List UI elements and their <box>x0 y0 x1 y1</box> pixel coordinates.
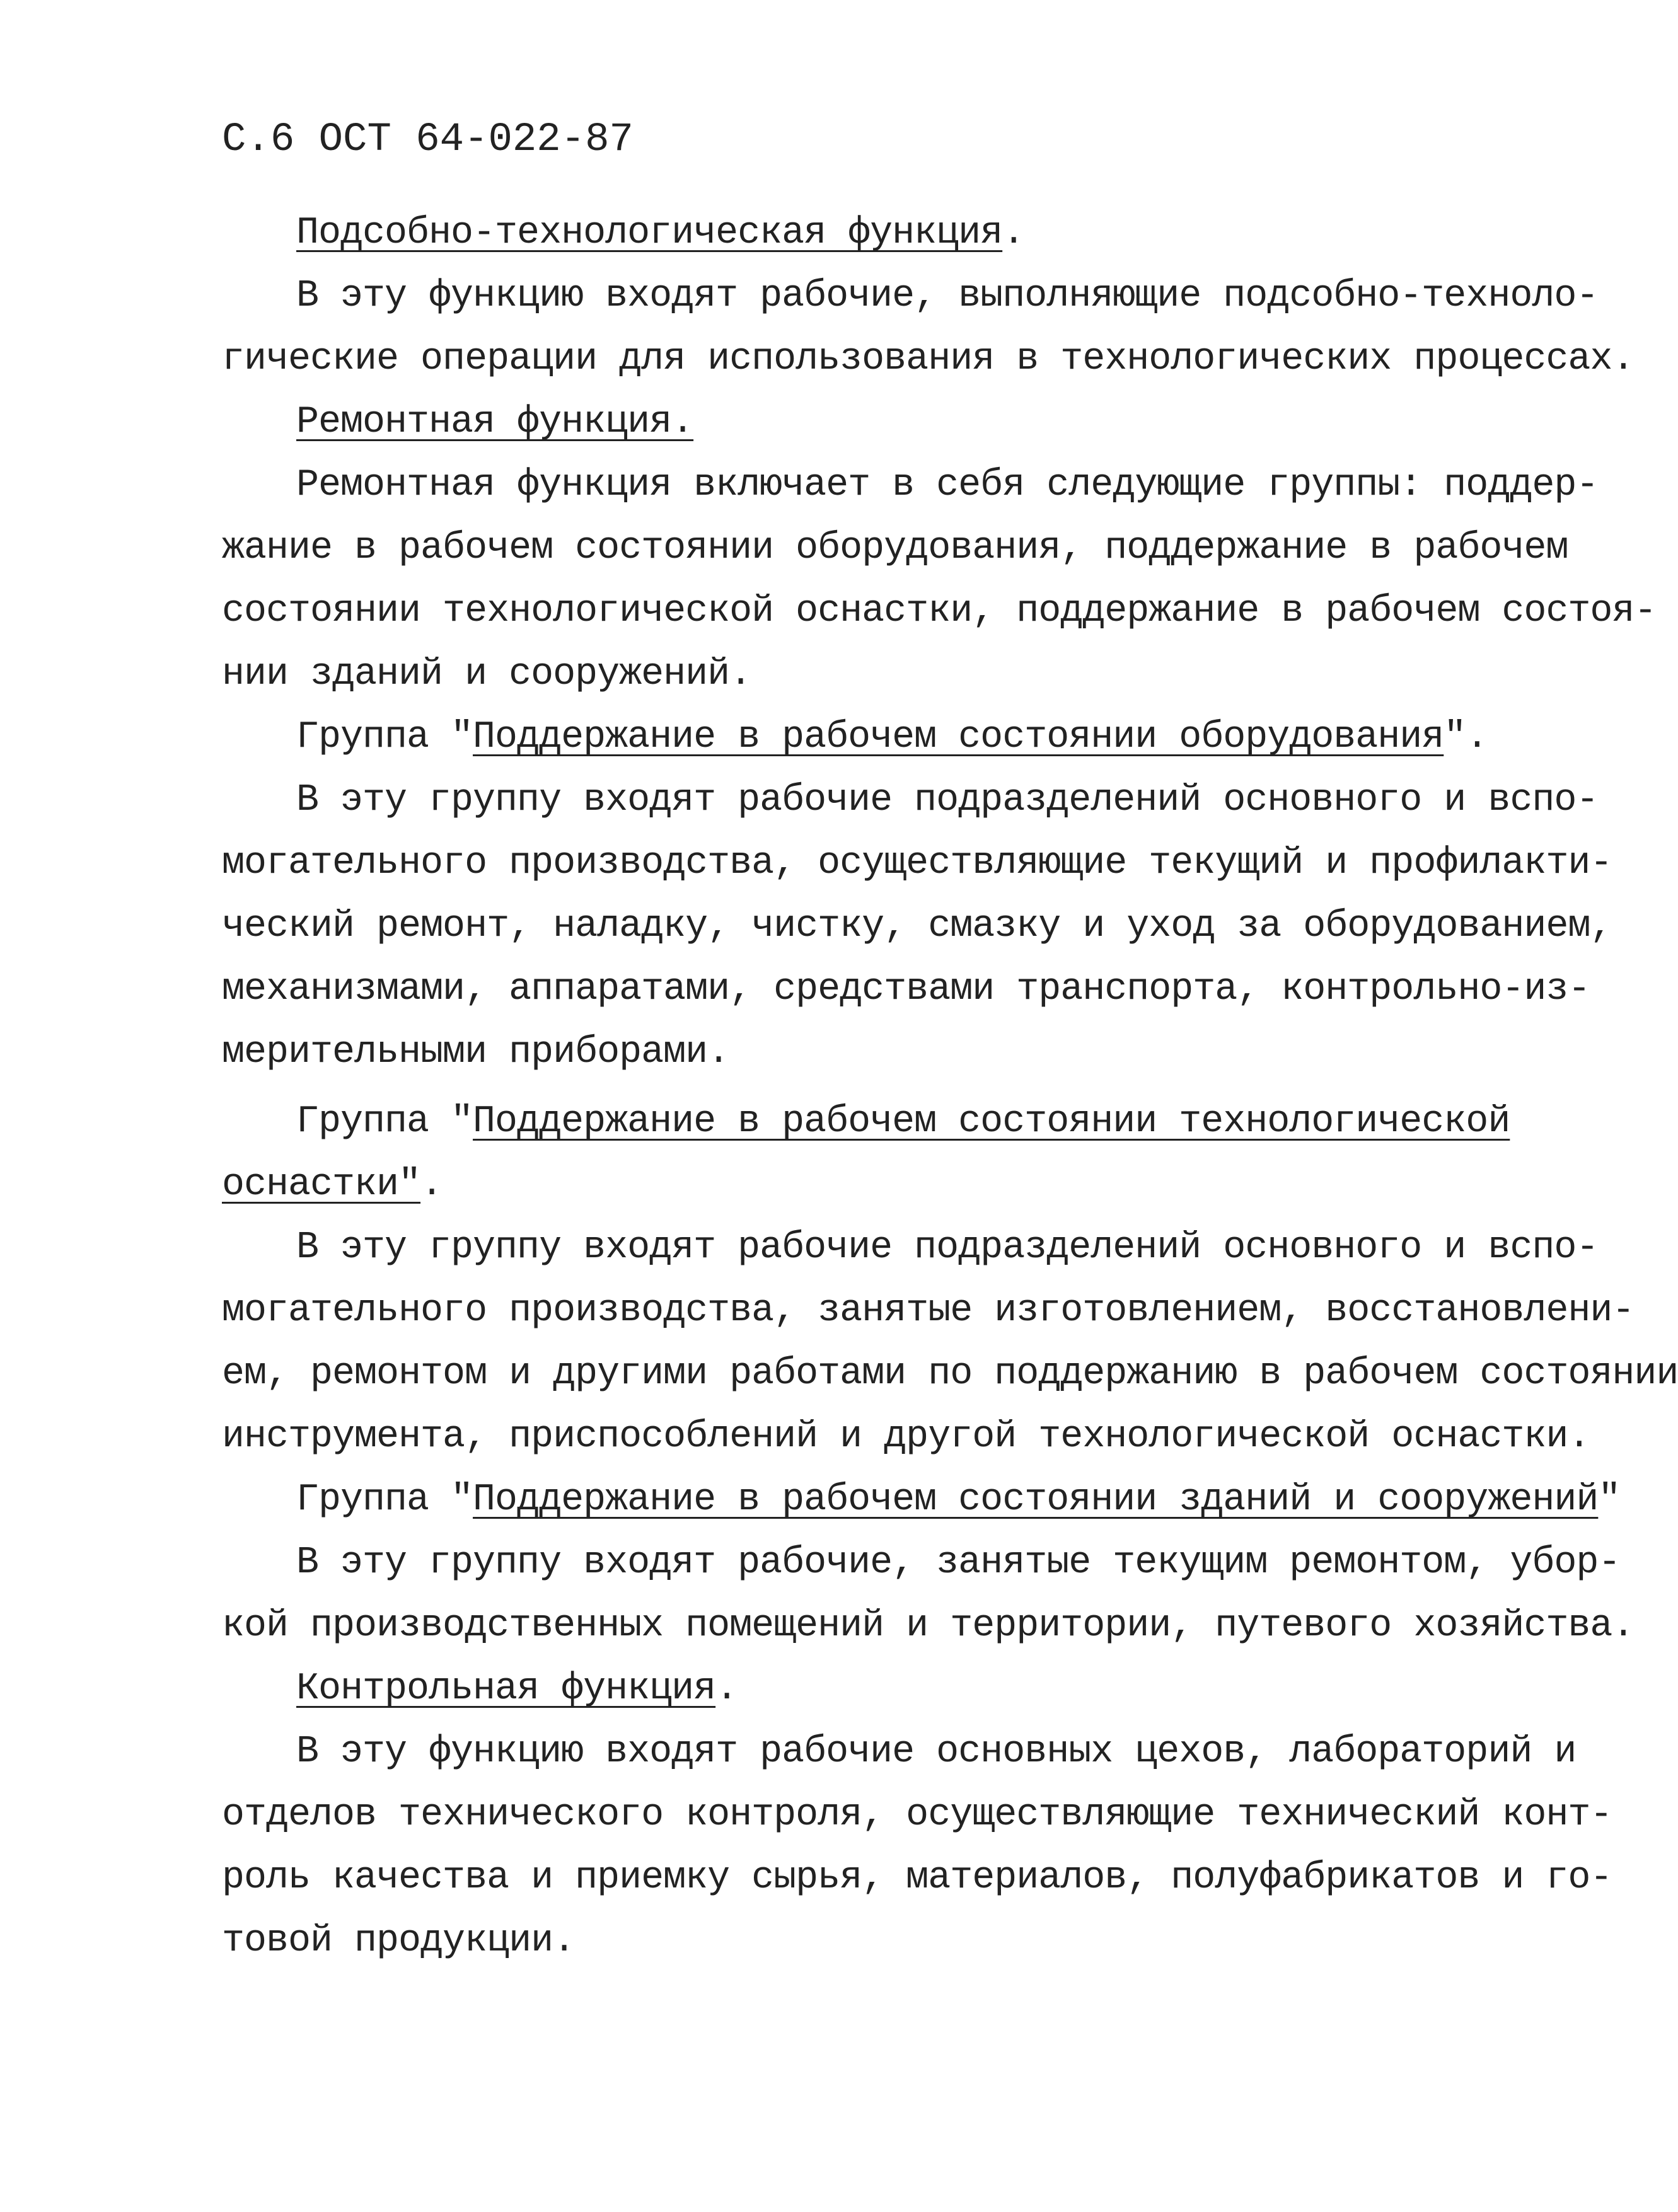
paragraph-line <box>222 1031 730 1074</box>
text-run: В эту группу входят рабочие подразделений основного и вспо- <box>296 779 1599 822</box>
text-run: отделов технического контроля, осуществляющие технический конт- <box>222 1794 1612 1836</box>
text-run: ". <box>1444 716 1488 759</box>
text-run: ческий ремонт, наладку, чистку, смазку и уход за оборудованием, <box>222 905 1612 948</box>
text-run: роль качества и приемку сырья, материалов, полуфабрикатов и го- <box>222 1857 1612 1899</box>
section-heading-line <box>296 716 1488 759</box>
paragraph-line <box>222 590 1657 633</box>
paragraph-line <box>296 779 1599 822</box>
section-heading-line <box>296 401 694 444</box>
paragraph-line <box>222 653 752 696</box>
text-run: гические операции для использования в технологических процессах. <box>222 338 1635 381</box>
underlined-text: Ремонтная функция. <box>296 401 694 444</box>
paragraph-line <box>296 464 1599 507</box>
section-heading-line <box>296 1670 738 1708</box>
text-run: В эту группу входят рабочие подразделений основного и вспо- <box>296 1226 1599 1269</box>
paragraph-line <box>222 1352 1678 1395</box>
section-heading-line <box>296 1100 1510 1143</box>
paragraph-line <box>296 1733 1576 1771</box>
section-heading-line <box>296 1478 1621 1521</box>
text-run: инструмента, приспособлений и другой технологической оснастки. <box>222 1415 1590 1458</box>
paragraph-line <box>222 1859 1612 1897</box>
text-run: механизмами, аппаратами, средствами транспорта, контрольно-из- <box>222 968 1590 1011</box>
underlined-text: Подсобно-технологическая функция <box>296 212 1003 255</box>
paragraph-line <box>222 1922 575 1960</box>
paragraph-line <box>222 1289 1635 1332</box>
text-run: ем, ремонтом и другими работами по поддержанию в рабочем состоянии <box>222 1352 1678 1395</box>
text-run: . <box>420 1163 443 1206</box>
paragraph-line <box>296 275 1599 318</box>
text-run: могательного производства, занятые изготовлением, восстановлени- <box>222 1289 1635 1332</box>
text-run: мерительными приборами. <box>222 1031 730 1074</box>
text-run: Группа " <box>296 1100 473 1143</box>
text-run: . <box>1002 212 1025 255</box>
section-heading-line <box>222 1163 443 1206</box>
paragraph-line <box>222 905 1612 948</box>
underlined-text: Поддержание в рабочем состоянии технологической <box>473 1100 1510 1143</box>
paragraph-line <box>222 338 1635 381</box>
text-run: могательного производства, осуществляющие текущий и профилакти- <box>222 842 1612 885</box>
text-run: В эту функцию входят рабочие, выполняющие подсобно-техноло- <box>296 275 1599 318</box>
underlined-text: Поддержание в рабочем состоянии оборудования <box>473 716 1444 759</box>
page-header: С.6 ОСТ 64-022-87 <box>222 117 634 163</box>
paragraph-line <box>222 842 1612 885</box>
text-run: . <box>715 1668 738 1710</box>
underlined-text: оснастки" <box>222 1163 421 1206</box>
text-run: жание в рабочем состоянии оборудования, поддержание в рабочем <box>222 527 1568 570</box>
text-run: Ремонтная функция включает в себя следующие группы: поддер- <box>296 464 1599 507</box>
text-run: кой производственных помещений и территории, путевого хозяйства. <box>222 1604 1635 1647</box>
paragraph-line <box>222 1415 1590 1458</box>
text-run: товой продукции. <box>222 1920 576 1962</box>
text-run: В эту функцию входят рабочие основных цехов, лабораторий и <box>296 1731 1577 1773</box>
text-run: Группа " <box>296 1478 473 1521</box>
paragraph-line <box>222 1604 1635 1647</box>
paragraph-line <box>296 1541 1621 1584</box>
paragraph-line <box>296 1226 1599 1269</box>
text-run: " <box>1598 1478 1621 1521</box>
underlined-text: Поддержание в рабочем состоянии зданий и сооружений <box>473 1478 1599 1521</box>
text-run: состоянии технологической оснастки, поддержание в рабочем состоя- <box>222 590 1657 633</box>
text-run: нии зданий и сооружений. <box>222 653 752 696</box>
paragraph-line <box>222 1796 1612 1834</box>
text-run: Группа " <box>296 716 473 759</box>
paragraph-line <box>222 968 1590 1011</box>
underlined-text: Контрольная функция <box>296 1668 716 1710</box>
paragraph-line <box>222 527 1568 570</box>
section-heading-line <box>296 212 1025 255</box>
text-run: В эту группу входят рабочие, занятые текущим ремонтом, убор- <box>296 1541 1621 1584</box>
